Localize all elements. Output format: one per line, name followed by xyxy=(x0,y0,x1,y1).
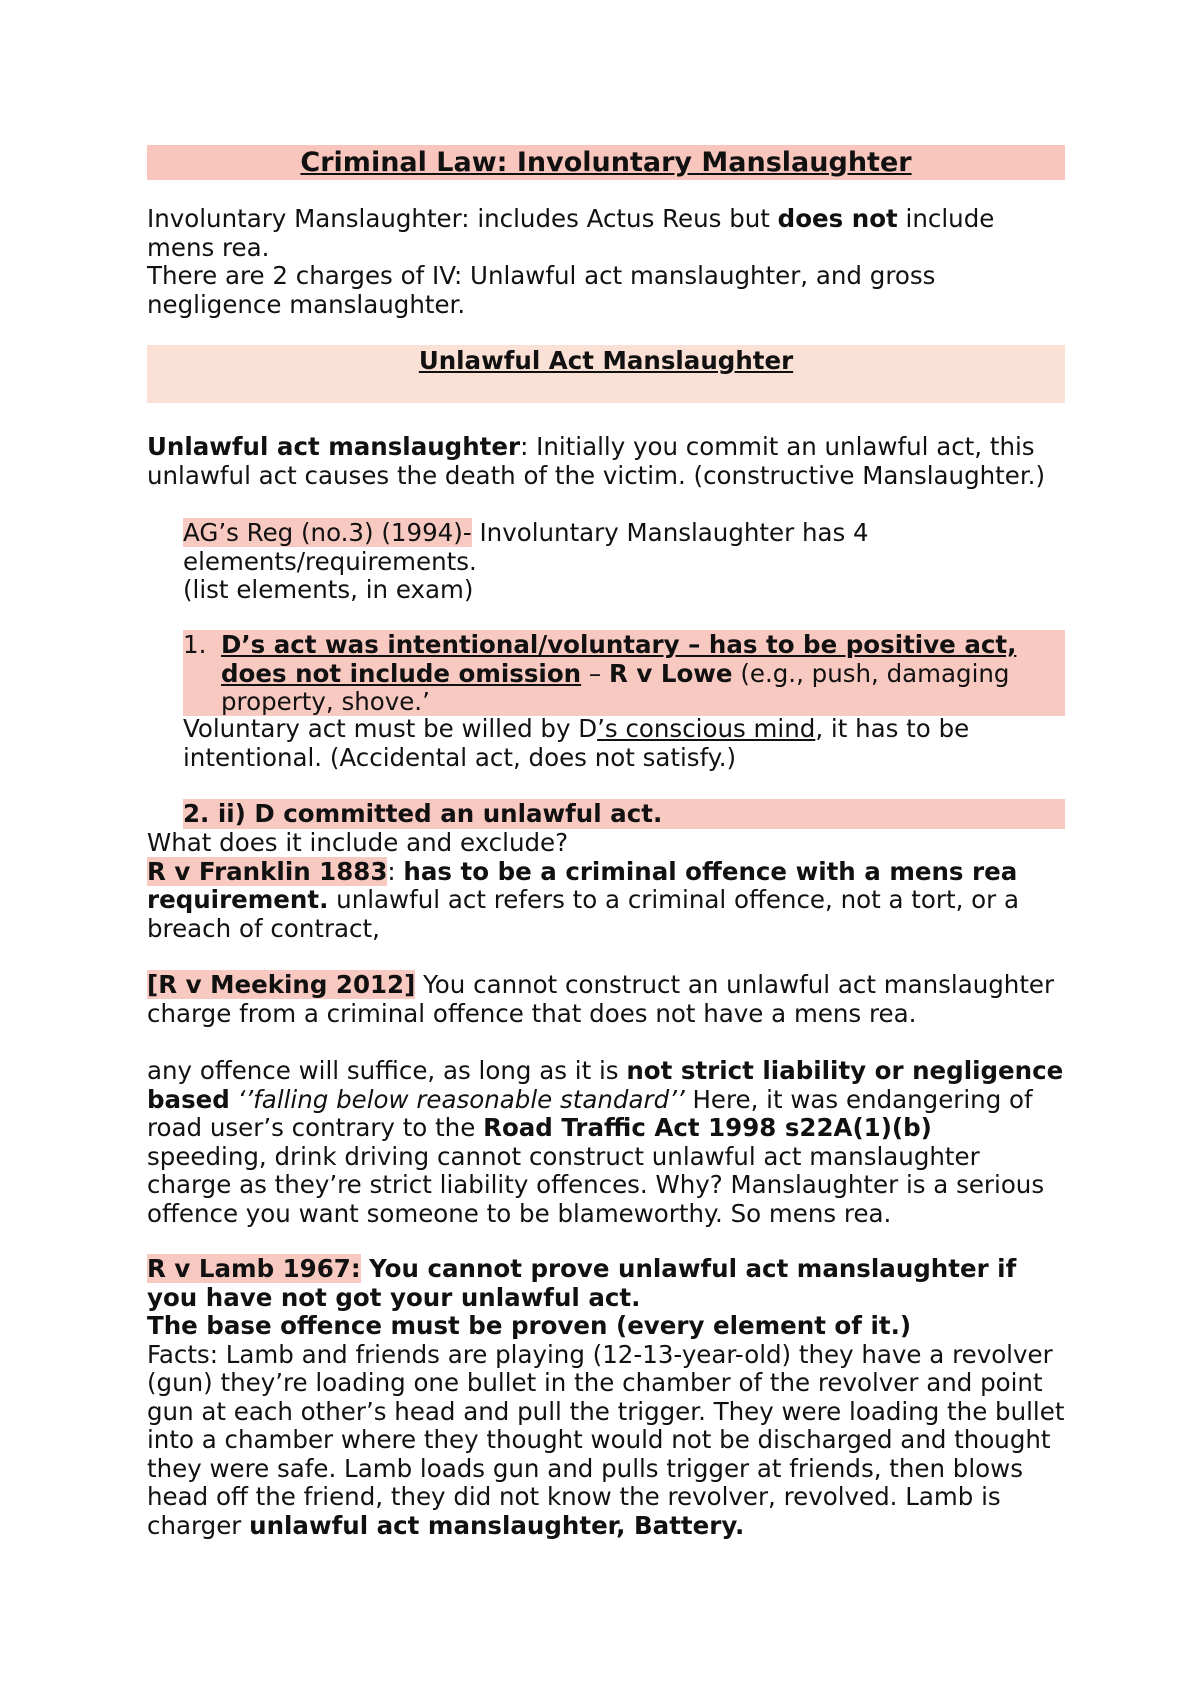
element-1-number: 1. xyxy=(183,630,207,659)
intro-paragraph: Involuntary Manslaughter: includes Actus Reus but does not include mens rea. There are 2 charges of IV: Unlawful act manslaughter, and gross negligence manslaughter. xyxy=(147,204,995,319)
case-ag-reg: AG’s Reg (no.3) (1994)- xyxy=(183,518,472,547)
element-2-body: What does it include and exclude? R v Franklin 1883: has to be a criminal offence with a mens rea requirement. unlawful act refers to a criminal offence, not a tort, or a breach of contract, xyxy=(147,828,1020,943)
case-lamb: R v Lamb 1967: xyxy=(147,1254,361,1283)
page-title: Criminal Law: Involuntary Manslaughter xyxy=(300,147,912,178)
element-1-item: 1. D’s act was intentional/voluntary – has to be positive act, does not include omission – R v Lowe (e.g., push, damaging property, shove.’ xyxy=(183,630,1017,716)
meeking-paragraph: [R v Meeking 2012] You cannot construct an unlawful act manslaughter charge from a criminal offence that does not have a mens rea. xyxy=(147,970,1055,1028)
definition-paragraph: Unlawful act manslaughter: Initially you commit an unlawful act, this unlawful act causes the death of the victim. (constructive Manslaughter.) xyxy=(147,432,1046,490)
strict-liability-paragraph: any offence will suffice, as long as it is not strict liability or negligence based ‘’falling below reasonable standard’’ Here, it was endangering of road user’s contrary to the Road Traffic Act 1998 s22A(1)(b) speeding, drink driving cannot construct unlawful act manslaughter charge as they’re strict liability offences. Why? Manslaughter is a serious offence you want someone to be blameworthy. So mens rea. xyxy=(147,1056,1064,1228)
element-1-note: Voluntary act must be willed by D’s conscious mind, it has to be intentional. (Accidental act, does not satisfy.) xyxy=(183,714,970,772)
ag-reference-paragraph: AG’s Reg (no.3) (1994)- Involuntary Manslaughter has 4 elements/requirements. (list elements, in exam) xyxy=(183,518,869,604)
case-franklin: R v Franklin 1883 xyxy=(147,856,388,886)
lamb-paragraph: R v Lamb 1967: You cannot prove unlawful act manslaughter if you have not got your unlawful act. The base offence must be proven (every element of it.) Facts: Lamb and friends are playing (12-13-year-old) they have a revolver (gun) they’re loading one bullet in the chamber of the revolver and point gun at each other’s head and pull the trigger. They were loading the bullet into a chamber where they thought would not be discharged and thought they were safe. Lamb loads gun and pulls trigger at friends, then blows head off the friend, they did not know the revolver, revolved. Lamb is charger unlawful act manslaughter, Battery. xyxy=(147,1254,1065,1540)
section-heading: Unlawful Act Manslaughter xyxy=(418,346,794,375)
element-2-heading: 2. ii) D committed an unlawful act. xyxy=(183,799,663,828)
case-meeking: [R v Meeking 2012] xyxy=(147,970,416,999)
